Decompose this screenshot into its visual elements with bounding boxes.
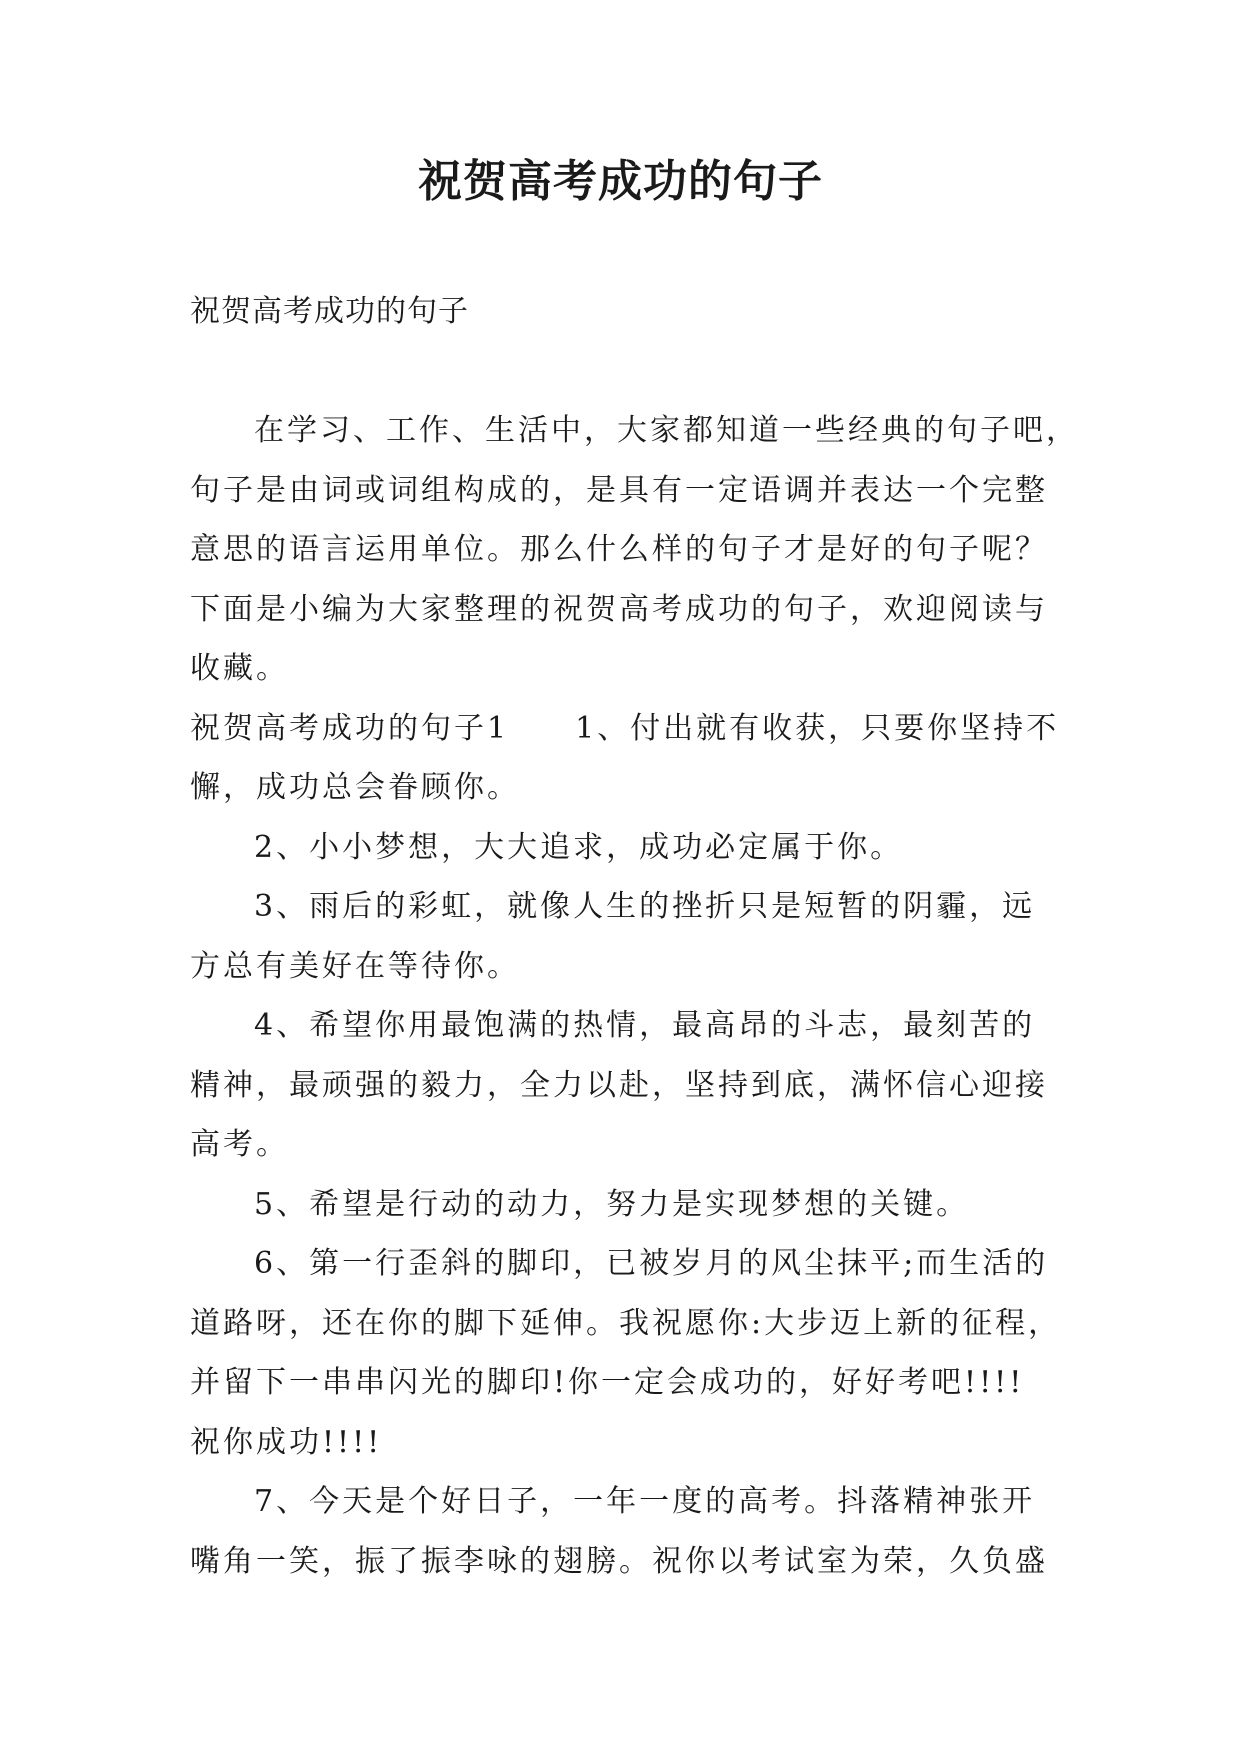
text-line: 收藏。 bbox=[190, 651, 289, 686]
text-line: 高考。 bbox=[190, 1127, 289, 1162]
text-line: 3、雨后的彩虹，就像人生的挫折只是短暂的阴霾，远 bbox=[254, 889, 1036, 924]
text-line: 并留下一串串闪光的脚印!你一定会成功的，好好考吧!!!! bbox=[190, 1365, 1025, 1400]
document-body bbox=[190, 401, 1080, 1591]
text-line: 精神，最顽强的毅力，全力以赴，坚持到底，满怀信心迎接 bbox=[190, 1067, 1048, 1103]
text-line: 6、第一行歪斜的脚印，已被岁月的风尘抹平;而生活的 bbox=[254, 1246, 1049, 1281]
text-line: 意思的语言运用单位。那么什么样的句子才是好的句子呢？ bbox=[190, 532, 1048, 567]
document-subtitle: 祝贺高考成功的句子 bbox=[190, 294, 469, 329]
text-line: 道路呀，还在你的脚下延伸。我祝愿你:大步迈上新的征程， bbox=[190, 1305, 1062, 1341]
text-line: 懈，成功总会眷顾你。 bbox=[190, 770, 520, 805]
text-line: 嘴角一笑，振了振李咏的翅膀。祝你以考试室为荣，久负盛 bbox=[190, 1543, 1048, 1579]
text-line: 在学习、工作、生活中，大家都知道一些经典的句子吧， bbox=[254, 413, 1079, 448]
text-line: 5、希望是行动的动力，努力是实现梦想的关键。 bbox=[254, 1186, 970, 1222]
text-line: 4、希望你用最饱满的热情，最高昂的斗志，最刻苦的 bbox=[254, 1008, 1036, 1043]
text-line: 下面是小编为大家整理的祝贺高考成功的句子，欢迎阅读与 bbox=[190, 591, 1048, 627]
text-line: 祝贺高考成功的句子1 1、付出就有收获，只要你坚持不 bbox=[190, 710, 1060, 746]
text-line: 2、小小梦想，大大追求，成功必定属于你。 bbox=[254, 829, 904, 865]
text-line: 方总有美好在等待你。 bbox=[190, 948, 520, 984]
text-line: 句子是由词或词组构成的，是具有一定语调并表达一个完整 bbox=[190, 472, 1048, 508]
document-title: 祝贺高考成功的句子 bbox=[418, 156, 823, 207]
text-line: 7、今天是个好日子，一年一度的高考。抖落精神张开 bbox=[254, 1484, 1036, 1519]
text-line: 祝你成功!!!! bbox=[190, 1424, 383, 1460]
